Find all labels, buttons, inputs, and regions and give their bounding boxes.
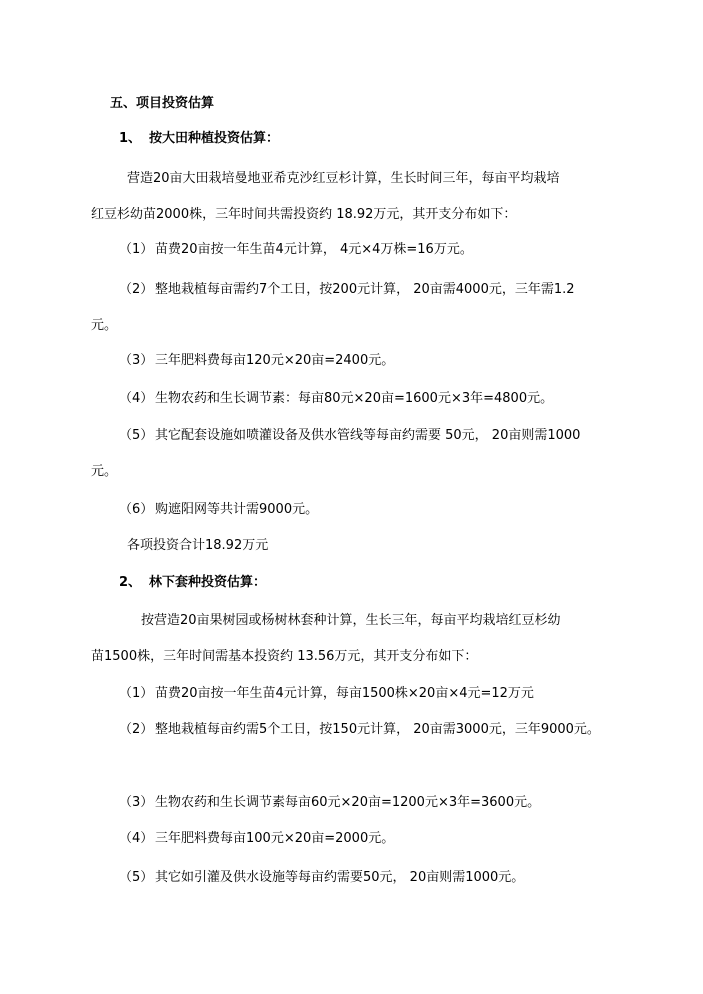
part2-intro-line2: 苗1500株，三年时间需基本投资约 13.56万元，其开支分布如下： <box>91 649 478 664</box>
part1-heading <box>119 131 279 147</box>
part2-heading-text: 林下套种投资估算： <box>149 575 267 590</box>
part2-heading-number: 2、 <box>119 575 142 590</box>
part1-item-5-continuation: 元。 <box>91 464 118 479</box>
part1-item-3 <box>119 353 394 369</box>
part1-item-2 <box>119 282 575 298</box>
part1-item-5 <box>119 428 580 444</box>
part2-item-1 <box>119 686 534 702</box>
part1-total: 各项投资合计18.92万元 <box>127 538 269 553</box>
item-number: （5） <box>119 428 154 443</box>
item-number: （4） <box>119 391 154 406</box>
item-number: （5） <box>119 870 154 885</box>
item-text: 苗费20亩按一年生苗4元计算， 4元×4万株=16万元。 <box>155 242 473 257</box>
item-number: （1） <box>119 242 154 257</box>
part1-heading-number: 1、 <box>119 131 142 146</box>
item-number: （3） <box>119 795 154 810</box>
part2-item-3 <box>119 795 540 811</box>
item-text: 整地栽植每亩约需5个工日，按150元计算， 20亩需3000元，三年9000元。 <box>155 722 600 737</box>
item-number: （6） <box>119 502 154 517</box>
part2-item-4 <box>119 831 394 847</box>
item-text: 其它配套设施如喷灌设备及供水管线等每亩约需要 50元， 20亩则需1000 <box>155 428 581 443</box>
item-number: （1） <box>119 686 154 701</box>
item-text: 生物农药和生长调节素：每亩80元×20亩=1600元×3年=4800元。 <box>155 391 554 406</box>
part1-intro-line2: 红豆杉幼苗2000株，三年时间共需投资约 18.92万元，其开支分布如下： <box>91 207 517 222</box>
part1-item-4 <box>119 391 553 407</box>
part1-intro-line1: 营造20亩大田栽培曼地亚希克沙红豆杉计算，生长时间三年，每亩平均栽培 <box>127 171 560 186</box>
item-text: 苗费20亩按一年生苗4元计算，每亩1500株×20亩×4元=12万元 <box>155 686 534 701</box>
item-number: （3） <box>119 353 154 368</box>
part1-heading-text: 按大田种植投资估算： <box>149 131 280 146</box>
item-number: （2） <box>119 722 154 737</box>
item-text: 其它如引灌及供水设施等每亩约需要50元， 20亩则需1000元。 <box>155 870 525 885</box>
part1-item-2-continuation: 元。 <box>91 318 118 333</box>
item-number: （4） <box>119 831 154 846</box>
item-text: 三年肥料费每亩120元×20亩=2400元。 <box>155 353 395 368</box>
part1-item-6 <box>119 502 318 518</box>
item-text: 三年肥料费每亩100元×20亩=2000元。 <box>155 831 395 846</box>
item-text: 购遮阳网等共计需9000元。 <box>155 502 319 517</box>
part2-item-2 <box>119 722 600 738</box>
part2-heading <box>119 575 266 591</box>
item-number: （2） <box>119 282 154 297</box>
section-title: 五、项目投资估算 <box>110 96 215 111</box>
part2-item-5 <box>119 870 524 886</box>
part1-item-1 <box>119 242 473 258</box>
item-text: 整地栽植每亩需约7个工日，按200元计算， 20亩需4000元，三年需1.2 <box>155 282 575 297</box>
part2-intro-line1: 按营造20亩果树园或杨树林套种计算，生长三年，每亩平均栽培红豆杉幼 <box>141 613 561 628</box>
item-text: 生物农药和生长调节素每亩60元×20亩=1200元×3年=3600元。 <box>155 795 541 810</box>
